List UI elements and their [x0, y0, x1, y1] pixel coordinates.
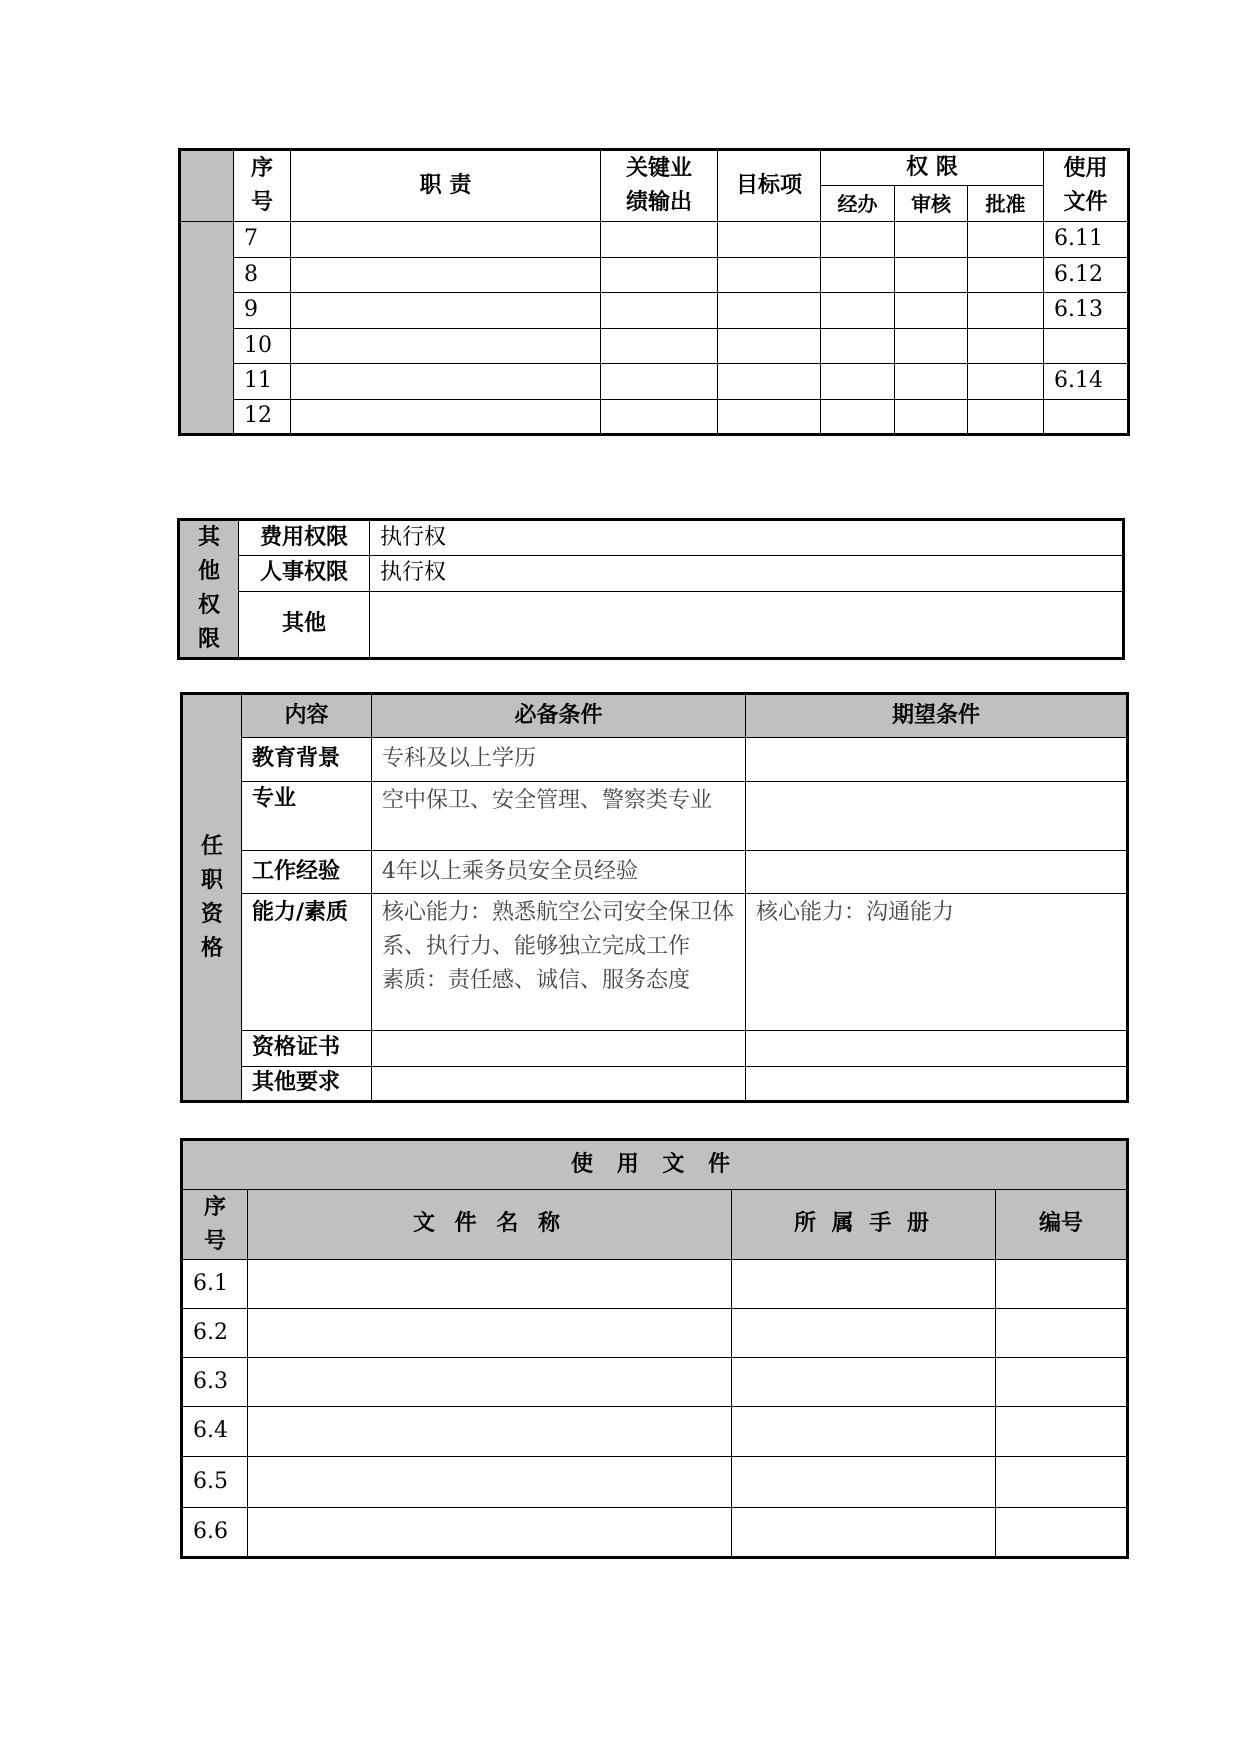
qualifications-side-label: 任职资格	[182, 694, 242, 1102]
review-header: 审核	[895, 186, 968, 222]
doc-manual-cell	[732, 1260, 996, 1309]
documents-table	[180, 1138, 1129, 1559]
certificate-label: 资格证书	[242, 1031, 372, 1067]
review-cell	[895, 329, 968, 364]
doc-seq: 6.5	[182, 1457, 248, 1508]
kpo-cell	[601, 400, 718, 435]
doc-manual-cell	[732, 1309, 996, 1358]
other-authority-label: 其他	[239, 591, 370, 658]
doc-name-cell	[248, 1407, 732, 1457]
duty-cell	[291, 400, 601, 435]
personnel-authority-label: 人事权限	[239, 555, 370, 591]
row-doc: 6.13	[1044, 293, 1129, 329]
ability-required-core: 核心能力：熟悉航空公司安全保卫体系、执行力、能够独立完成工作	[382, 900, 735, 959]
doc-code-cell	[996, 1358, 1128, 1407]
handle-cell	[821, 258, 895, 293]
major-required: 空中保卫、安全管理、警察类专业	[372, 782, 746, 851]
duty-cell	[291, 364, 601, 400]
row-seq: 8	[234, 258, 291, 293]
major-expected	[746, 782, 1128, 851]
handle-cell	[821, 222, 895, 258]
doc-name-cell	[248, 1260, 732, 1309]
duties-side-header	[180, 150, 234, 222]
kpo-cell	[601, 364, 718, 400]
target-cell	[718, 400, 821, 435]
doc-code-cell	[996, 1508, 1128, 1558]
duties-side-column	[180, 222, 234, 435]
target-header: 目标项	[718, 150, 821, 222]
qualifications-table	[180, 692, 1129, 1103]
approve-cell	[968, 222, 1044, 258]
kpo-header: 关键业绩输出	[601, 150, 718, 222]
doc-seq-header: 序号	[182, 1190, 248, 1260]
doc-seq: 6.4	[182, 1407, 248, 1457]
expense-authority-value: 执行权	[370, 520, 1124, 556]
handle-cell	[821, 293, 895, 329]
doc-manual-header: 所 属 手 册	[732, 1190, 996, 1260]
kpo-cell	[601, 258, 718, 293]
major-label: 专业	[242, 782, 372, 851]
review-cell	[895, 400, 968, 435]
required-header: 必备条件	[372, 694, 746, 738]
duty-cell	[291, 293, 601, 329]
doc-code-cell	[996, 1309, 1128, 1358]
approve-cell	[968, 329, 1044, 364]
ability-label: 能力/素质	[242, 894, 372, 1031]
ability-expected: 核心能力：沟通能力	[746, 894, 1128, 1031]
doc-name-header: 文 件 名 称	[248, 1190, 732, 1260]
doc-manual-cell	[732, 1358, 996, 1407]
target-cell	[718, 329, 821, 364]
ability-required-quality: 素质：责任感、诚信、服务态度	[382, 968, 691, 993]
doc-manual-cell	[732, 1457, 996, 1508]
row-doc: 6.11	[1044, 222, 1129, 258]
kpo-cell	[601, 329, 718, 364]
authority-header: 权 限	[821, 150, 1044, 186]
other-authority-side-label: 其他权限	[179, 520, 239, 659]
target-cell	[718, 258, 821, 293]
duty-header: 职 责	[291, 150, 601, 222]
kpo-cell	[601, 293, 718, 329]
duties-table	[178, 148, 1130, 436]
experience-label: 工作经验	[242, 851, 372, 894]
row-doc: 6.12	[1044, 258, 1129, 293]
review-cell	[895, 293, 968, 329]
doc-code-cell	[996, 1260, 1128, 1309]
expense-authority-label: 费用权限	[239, 520, 370, 556]
experience-expected	[746, 851, 1128, 894]
documents-title: 使 用 文 件	[182, 1140, 1128, 1190]
education-label: 教育背景	[242, 738, 372, 782]
handle-header: 经办	[821, 186, 895, 222]
doc-seq: 6.1	[182, 1260, 248, 1309]
doc-code-header: 编号	[996, 1190, 1128, 1260]
row-doc	[1044, 400, 1129, 435]
duty-cell	[291, 258, 601, 293]
review-cell	[895, 364, 968, 400]
docs-header: 使用文件	[1044, 150, 1129, 222]
row-seq: 10	[234, 329, 291, 364]
certificate-required	[372, 1031, 746, 1067]
seq-header: 序号	[234, 150, 291, 222]
education-required: 专科及以上学历	[372, 738, 746, 782]
kpo-cell	[601, 222, 718, 258]
approve-header: 批准	[968, 186, 1044, 222]
row-seq: 9	[234, 293, 291, 329]
approve-cell	[968, 364, 1044, 400]
row-doc: 6.14	[1044, 364, 1129, 400]
doc-code-cell	[996, 1457, 1128, 1508]
content-header: 内容	[242, 694, 372, 738]
doc-name-cell	[248, 1508, 732, 1558]
education-expected	[746, 738, 1128, 782]
duty-cell	[291, 222, 601, 258]
other-requirements-label: 其他要求	[242, 1067, 372, 1102]
review-cell	[895, 258, 968, 293]
personnel-authority-value: 执行权	[370, 555, 1124, 591]
doc-name-cell	[248, 1358, 732, 1407]
target-cell	[718, 293, 821, 329]
target-cell	[718, 364, 821, 400]
other-authority-value	[370, 591, 1124, 658]
other-requirements-required	[372, 1067, 746, 1102]
doc-name-cell	[248, 1309, 732, 1358]
row-seq: 7	[234, 222, 291, 258]
approve-cell	[968, 258, 1044, 293]
row-seq: 11	[234, 364, 291, 400]
doc-manual-cell	[732, 1508, 996, 1558]
handle-cell	[821, 329, 895, 364]
approve-cell	[968, 293, 1044, 329]
doc-code-cell	[996, 1407, 1128, 1457]
doc-name-cell	[248, 1457, 732, 1508]
experience-required: 4年以上乘务员安全员经验	[372, 851, 746, 894]
ability-required	[372, 894, 746, 1031]
doc-seq: 6.2	[182, 1309, 248, 1358]
row-seq: 12	[234, 400, 291, 435]
doc-seq: 6.6	[182, 1508, 248, 1558]
duty-cell	[291, 329, 601, 364]
doc-manual-cell	[732, 1407, 996, 1457]
approve-cell	[968, 400, 1044, 435]
handle-cell	[821, 400, 895, 435]
target-cell	[718, 222, 821, 258]
row-doc	[1044, 329, 1129, 364]
other-authority-table	[177, 518, 1125, 660]
doc-seq: 6.3	[182, 1358, 248, 1407]
expected-header: 期望条件	[746, 694, 1128, 738]
review-cell	[895, 222, 968, 258]
certificate-expected	[746, 1031, 1128, 1067]
other-requirements-expected	[746, 1067, 1128, 1102]
handle-cell	[821, 364, 895, 400]
